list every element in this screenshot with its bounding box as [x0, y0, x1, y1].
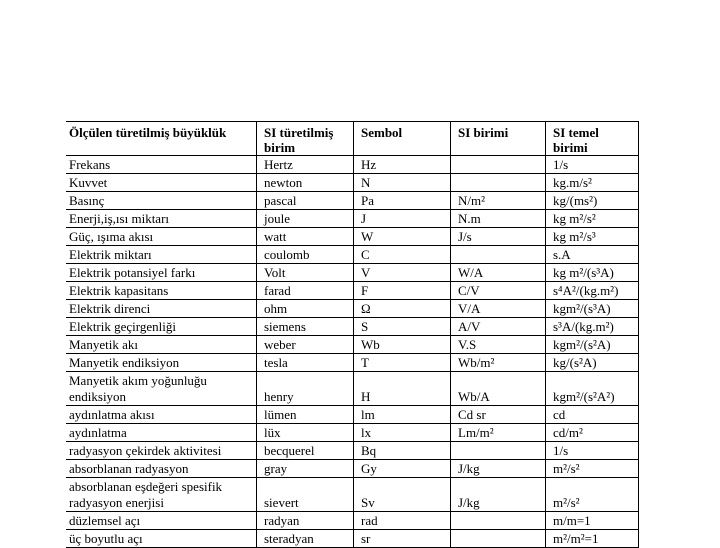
- cell-symbol: Sv: [361, 495, 375, 510]
- cell-quantity: Elektrik miktarı: [69, 247, 152, 262]
- cell-si-base-unit: s.A: [553, 247, 571, 262]
- cell-symbol: lm: [361, 407, 375, 422]
- cell-si-base-unit: 1/s: [553, 157, 569, 172]
- cell-si-base-unit: kg/(s²A): [553, 355, 597, 370]
- cell-si-base-unit: m²/m²=1: [553, 531, 599, 546]
- cell-quantity: Manyetik endiksiyon: [69, 355, 180, 370]
- cell-symbol: Gy: [361, 461, 377, 476]
- cell-si-derived-unit: siemens: [264, 319, 306, 334]
- header-quantity: Ölçülen türetilmiş büyüklük: [69, 125, 227, 140]
- cell-symbol: Ω: [361, 301, 371, 316]
- cell-symbol: S: [361, 319, 369, 334]
- table-row: [66, 442, 639, 460]
- header-si-derived-unit: SI türetilmiş birim: [264, 125, 334, 155]
- cell-si-unit: Wb/m²: [458, 355, 495, 370]
- cell-quantity: aydınlatma: [69, 425, 127, 440]
- cell-quantity: üç boyutlu açı: [69, 531, 143, 546]
- cell-si-derived-unit: lümen: [264, 407, 297, 422]
- table-row: [66, 530, 639, 548]
- cell-si-base-unit: kg m²/s²: [553, 211, 596, 226]
- cell-si-base-unit: kgm²/(s²A): [553, 337, 611, 352]
- cell-symbol: rad: [361, 513, 378, 528]
- cell-si-base-unit: kgm²/(s²A²): [553, 389, 615, 404]
- table-row: [66, 372, 639, 406]
- table-row: [66, 174, 639, 192]
- cell-si-base-unit: m²/s²: [553, 495, 580, 510]
- cell-quantity: Enerji,iş,ısı miktarı: [69, 211, 170, 226]
- cell-si-derived-unit: sievert: [264, 495, 299, 510]
- cell-si-derived-unit: newton: [264, 175, 303, 190]
- cell-si-base-unit: kg m²/s³: [553, 229, 596, 244]
- cell-si-derived-unit: Hertz: [264, 157, 293, 172]
- cell-si-unit: A/V: [458, 319, 481, 334]
- cell-symbol: N: [361, 175, 371, 190]
- table-row: [66, 156, 639, 174]
- cell-si-unit: N.m: [458, 211, 481, 226]
- cell-si-derived-unit: gray: [264, 461, 288, 476]
- cell-si-base-unit: cd/m²: [553, 425, 583, 440]
- cell-si-derived-unit: coulomb: [264, 247, 310, 262]
- cell-quantity: Elektrik kapasitans: [69, 283, 169, 298]
- cell-symbol: lx: [361, 425, 372, 440]
- cell-si-derived-unit: watt: [264, 229, 287, 244]
- cell-symbol: Bq: [361, 443, 377, 458]
- cell-quantity: Güç, ışıma akısı: [69, 229, 154, 244]
- cell-quantity-line1: absorblanan eşdeğeri spesifik: [69, 479, 223, 494]
- table-header-row: [66, 121, 639, 156]
- cell-si-derived-unit: joule: [264, 211, 290, 226]
- cell-si-unit: Lm/m²: [458, 425, 494, 440]
- cell-symbol: V: [361, 265, 371, 280]
- cell-si-base-unit: 1/s: [553, 443, 569, 458]
- cell-symbol: F: [361, 283, 369, 298]
- cell-si-base-unit: m/m=1: [553, 513, 591, 528]
- table-row: [66, 192, 639, 210]
- si-units-table: [66, 121, 639, 548]
- cell-si-base-unit: kg.m/s²: [553, 175, 592, 190]
- cell-quantity: Kuvvet: [69, 175, 108, 190]
- cell-si-derived-unit: lüx: [264, 425, 281, 440]
- cell-si-unit: W/A: [458, 265, 484, 280]
- table-row: [66, 406, 639, 424]
- cell-quantity: aydınlatma akısı: [69, 407, 155, 422]
- table-row: [66, 424, 639, 442]
- cell-si-base-unit: s⁴A²/(kg.m²): [553, 283, 619, 298]
- cell-si-base-unit: cd: [553, 407, 566, 422]
- cell-quantity: Frekans: [69, 157, 111, 172]
- table-row: [66, 478, 639, 512]
- cell-quantity: radyasyon çekirdek aktivitesi: [69, 443, 222, 458]
- cell-quantity: absorblanan radyasyon: [69, 461, 189, 476]
- cell-si-derived-unit: weber: [264, 337, 296, 352]
- cell-symbol: J: [361, 211, 367, 226]
- table-row: [66, 318, 639, 336]
- table-row: [66, 354, 639, 372]
- table-row: [66, 512, 639, 530]
- cell-si-derived-unit: radyan: [264, 513, 300, 528]
- cell-symbol: Pa: [361, 193, 374, 208]
- cell-si-unit: C/V: [458, 283, 480, 298]
- cell-symbol: W: [361, 229, 374, 244]
- cell-symbol: sr: [361, 531, 371, 546]
- cell-si-unit: Wb/A: [458, 389, 490, 404]
- table-row: [66, 264, 639, 282]
- cell-quantity-line2: radyasyon enerjisi: [69, 495, 164, 510]
- cell-si-derived-unit: henry: [264, 389, 294, 404]
- cell-si-unit: J/s: [458, 229, 472, 244]
- cell-si-unit: J/kg: [458, 461, 480, 476]
- cell-symbol: H: [361, 389, 371, 404]
- cell-si-derived-unit: steradyan: [264, 531, 314, 546]
- cell-si-derived-unit: ohm: [264, 301, 288, 316]
- table-row: [66, 210, 639, 228]
- header-si-base-unit: SI temel birimi: [553, 125, 599, 155]
- cell-si-base-unit: s³A/(kg.m²): [553, 319, 614, 334]
- cell-si-derived-unit: becquerel: [264, 443, 315, 458]
- cell-symbol: Hz: [361, 157, 377, 172]
- cell-si-base-unit: kg m²/(s³A): [553, 265, 614, 280]
- cell-si-derived-unit: pascal: [264, 193, 297, 208]
- cell-si-base-unit: kgm²/(s³A): [553, 301, 611, 316]
- cell-si-unit: Cd sr: [458, 407, 486, 422]
- cell-si-derived-unit: Volt: [264, 265, 286, 280]
- cell-si-unit: J/kg: [458, 495, 480, 510]
- cell-quantity: düzlemsel açı: [69, 513, 141, 528]
- cell-quantity: Elektrik direnci: [69, 301, 151, 316]
- cell-si-unit: V/A: [458, 301, 481, 316]
- header-si-unit: SI birimi: [458, 125, 509, 140]
- cell-si-derived-unit: tesla: [264, 355, 288, 370]
- cell-symbol: T: [361, 355, 369, 370]
- cell-quantity: Elektrik geçirgenliği: [69, 319, 176, 334]
- table-row: [66, 300, 639, 318]
- cell-quantity: Elektrik potansiyel farkı: [69, 265, 196, 280]
- cell-symbol: C: [361, 247, 370, 262]
- header-symbol: Sembol: [361, 125, 403, 140]
- cell-quantity-line2: endiksiyon: [69, 389, 127, 404]
- cell-si-unit: N/m²: [458, 193, 486, 208]
- table-row: [66, 282, 639, 300]
- cell-si-base-unit: kg/(ms²): [553, 193, 598, 208]
- cell-si-unit: V.S: [458, 337, 477, 352]
- cell-quantity: Basınç: [69, 193, 105, 208]
- table-row: [66, 336, 639, 354]
- cell-si-base-unit: m²/s²: [553, 461, 580, 476]
- cell-symbol: Wb: [361, 337, 380, 352]
- table-row: [66, 246, 639, 264]
- cell-quantity: Manyetik akı: [69, 337, 138, 352]
- cell-si-derived-unit: farad: [264, 283, 291, 298]
- table-row: [66, 460, 639, 478]
- table-row: [66, 228, 639, 246]
- cell-quantity-line1: Manyetik akım yoğunluğu: [69, 373, 207, 388]
